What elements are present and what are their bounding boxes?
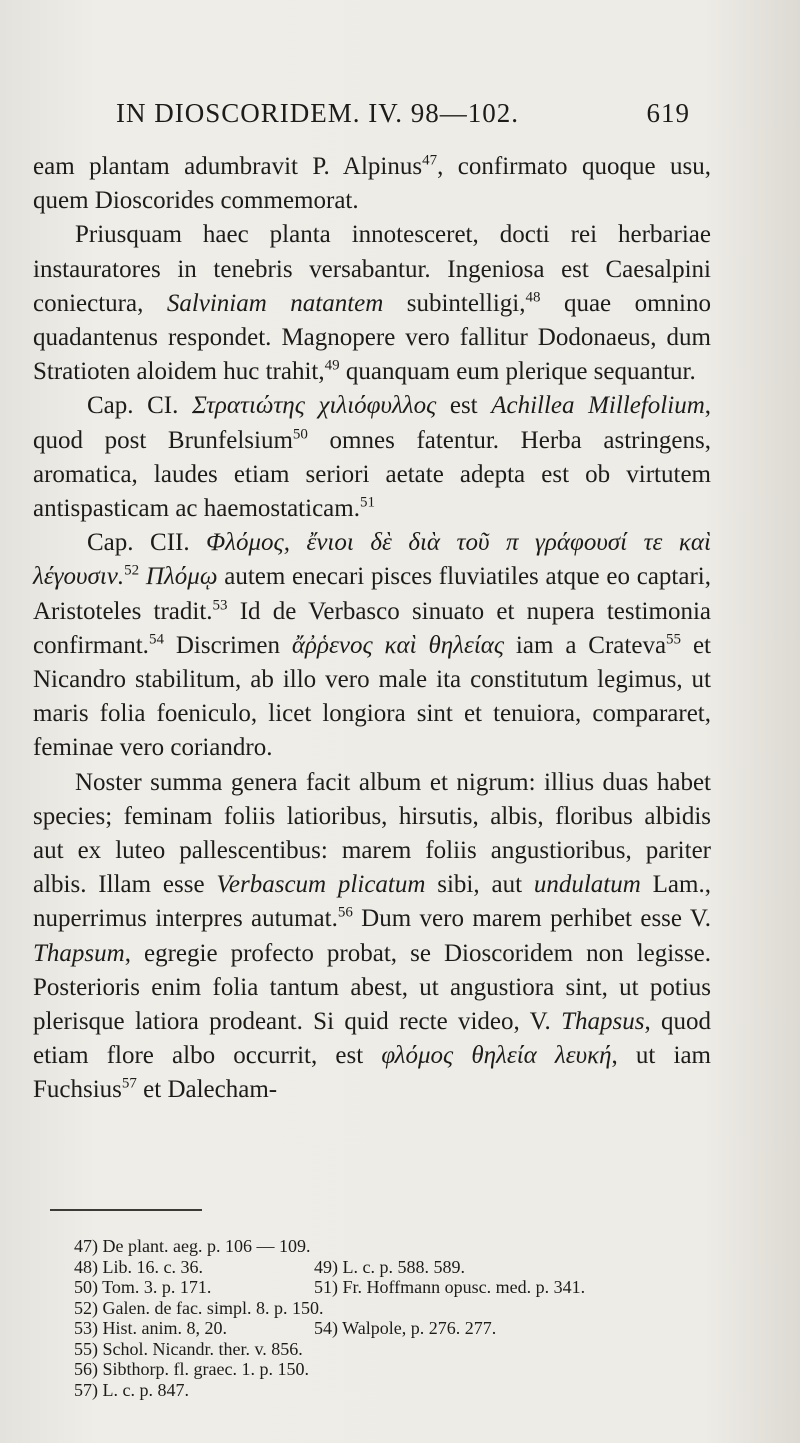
text-run: quanquam eum plerique sequantur. <box>339 358 696 386</box>
text-run: iam a Crateva <box>504 631 667 659</box>
footnote-row <box>74 1257 714 1278</box>
text-run: est <box>436 392 492 420</box>
paragraph-cap-102 <box>33 526 711 765</box>
footnote-row <box>74 1277 714 1298</box>
text-run: quae omnino quadantenus respondet. Magnopere vero fallitur Dodonaeus, dum Stratioten aloidem huc trahit, <box>33 289 711 386</box>
footnote-ref-49[interactable]: 49 <box>324 357 340 374</box>
footnote-48: 48) Lib. 16. c. 36. <box>74 1256 203 1277</box>
text-run: , egregie profecto probat, se Dioscoridem non legisse. Posterioris enim folia tantum abest, ut angustiora sint, ut potius plerisque latiora prodeant. Si quid recte video, V. <box>33 939 711 1036</box>
text-run: Noster summa genera facit album et nigrum: illius duas habet species; feminam foliis latioribus, hirsutis, albis, floribus albidis aut ex luteo pallescentibus: marem foliis angustioribus, pariter albis. Illam esse <box>33 768 711 899</box>
footnote-row <box>74 1318 714 1339</box>
footnote-ref-56[interactable]: 56 <box>337 905 353 922</box>
text-run: autem enecari pisces fluviatiles atque eo captari, Aristoteles tradit. <box>33 563 711 625</box>
text-run: et Dalecham- <box>136 1076 278 1104</box>
footnote-54: 54) Walpole, p. 276. 277. <box>314 1318 497 1338</box>
running-title: IN DIOSCORIDEM. IV. 98—102. <box>116 98 520 128</box>
text-run: Discrimen <box>163 631 292 659</box>
text-run: , confirmato quoque usu, quem Dioscorides commemorat. <box>33 153 711 215</box>
italic-term: Thapsum <box>33 939 125 967</box>
footnote-row <box>74 1236 714 1257</box>
footnote-ref-51[interactable]: 51 <box>359 494 375 511</box>
footnote-55: 55) Schol. Nicandr. ther. v. 856. <box>74 1338 303 1359</box>
footnote-53: 53) Hist. anim. 8, 20. <box>74 1318 227 1338</box>
text-run: sibi, aut <box>425 871 534 899</box>
footnote-57: 57) L. c. p. 847. <box>74 1379 189 1400</box>
greek-term: ἄῤῥενος καὶ θηλείας <box>291 631 505 659</box>
footnotes <box>74 1236 714 1400</box>
text-run: et Nicandro stabilitum, ab illo vero male ita constitutum legimus, ut maris folia foeniculo, licet longiora sint et tenuiora, compararet, feminae vero coriandro. <box>33 631 711 762</box>
italic-term: Salviniam natantem <box>166 289 384 317</box>
footnote-ref-52[interactable]: 52 <box>124 563 140 580</box>
footnote-ref-48[interactable]: 48 <box>525 289 541 306</box>
text-run: Lam., nuperrimus interpres autumat. <box>33 871 711 933</box>
text-run: Cap. CI. <box>87 392 192 420</box>
text-run <box>139 563 146 590</box>
text-run: Id de Verbasco sinuato et nupera testimonia confirmant. <box>33 597 711 659</box>
text-run: , quod etiam flore albo occurrit, est <box>33 1008 712 1070</box>
footnote-ref-50[interactable]: 50 <box>292 426 308 443</box>
italic-term: Thapsus <box>561 1008 645 1036</box>
italic-term: Achillea Millefolium <box>491 392 705 420</box>
text-run: omnes fatentur. Herba astringens, aromatica, laudes etiam seriori aetate adepta est ob virtutem antispasticam ac haemostaticam. <box>33 426 711 523</box>
footnote-row <box>74 1359 714 1380</box>
footnote-ref-55[interactable]: 55 <box>666 631 682 648</box>
greek-term: φλόμος θηλεία λευκή <box>381 1042 612 1070</box>
main-text <box>33 150 711 1108</box>
text-run: Priusquam haec planta innotesceret, docti rei herbariae instauratores in tenebris versabantur. Ingeniosa est Caesalpini coniectura, <box>33 221 711 317</box>
paragraph-2 <box>33 218 711 389</box>
footnote-row <box>74 1298 714 1319</box>
greek-term: Φλόμος, ἔνιοι δὲ διὰ τοῦ π γράφουσί τε καὶ λέγουσιν. <box>33 529 711 591</box>
text-run: Dum vero marem perhibet esse V. <box>352 905 711 933</box>
text-run: , ut iam Fuchsius <box>33 1042 711 1104</box>
paragraph-5 <box>33 766 711 1108</box>
italic-term: undulatum <box>533 871 641 899</box>
paragraph-1 <box>33 150 711 218</box>
text-run: subintelligi, <box>383 289 526 317</box>
footnote-47: 47) De plant. aeg. p. 106 — 109. <box>74 1236 311 1256</box>
footnote-ref-54[interactable]: 54 <box>148 631 164 648</box>
footnote-50: 50) Tom. 3. p. 171. <box>74 1277 212 1297</box>
text-run: Cap. CII. <box>87 529 207 557</box>
footnote-49: 49) L. c. p. 588. 589. <box>314 1256 465 1277</box>
footnote-51: 51) Fr. Hoffmann opusc. med. p. 341. <box>314 1277 586 1297</box>
footnote-56: 56) Sibthorp. fl. graec. 1. p. 150. <box>74 1359 309 1379</box>
footnote-separator <box>50 1209 202 1211</box>
running-header <box>116 98 690 129</box>
footnote-row <box>74 1339 714 1360</box>
page-number: 619 <box>646 98 690 128</box>
greek-term: Στρατιώτης χιλιόφυλλος <box>191 392 437 420</box>
footnote-ref-47[interactable]: 47 <box>422 152 438 169</box>
footnote-ref-57[interactable]: 57 <box>121 1076 137 1093</box>
footnote-row <box>74 1380 714 1401</box>
text-run: eam plantam adumbravit P. Alpinus <box>33 153 423 180</box>
text-run: , quod post Brunfelsium <box>33 392 712 454</box>
footnote-52: 52) Galen. de fac. simpl. 8. p. 150. <box>74 1297 324 1318</box>
italic-term: Verbascum plicatum <box>216 871 426 899</box>
footnote-ref-53[interactable]: 53 <box>212 597 228 614</box>
greek-term: Πλόμῳ <box>145 563 218 591</box>
paragraph-cap-101 <box>33 389 711 526</box>
